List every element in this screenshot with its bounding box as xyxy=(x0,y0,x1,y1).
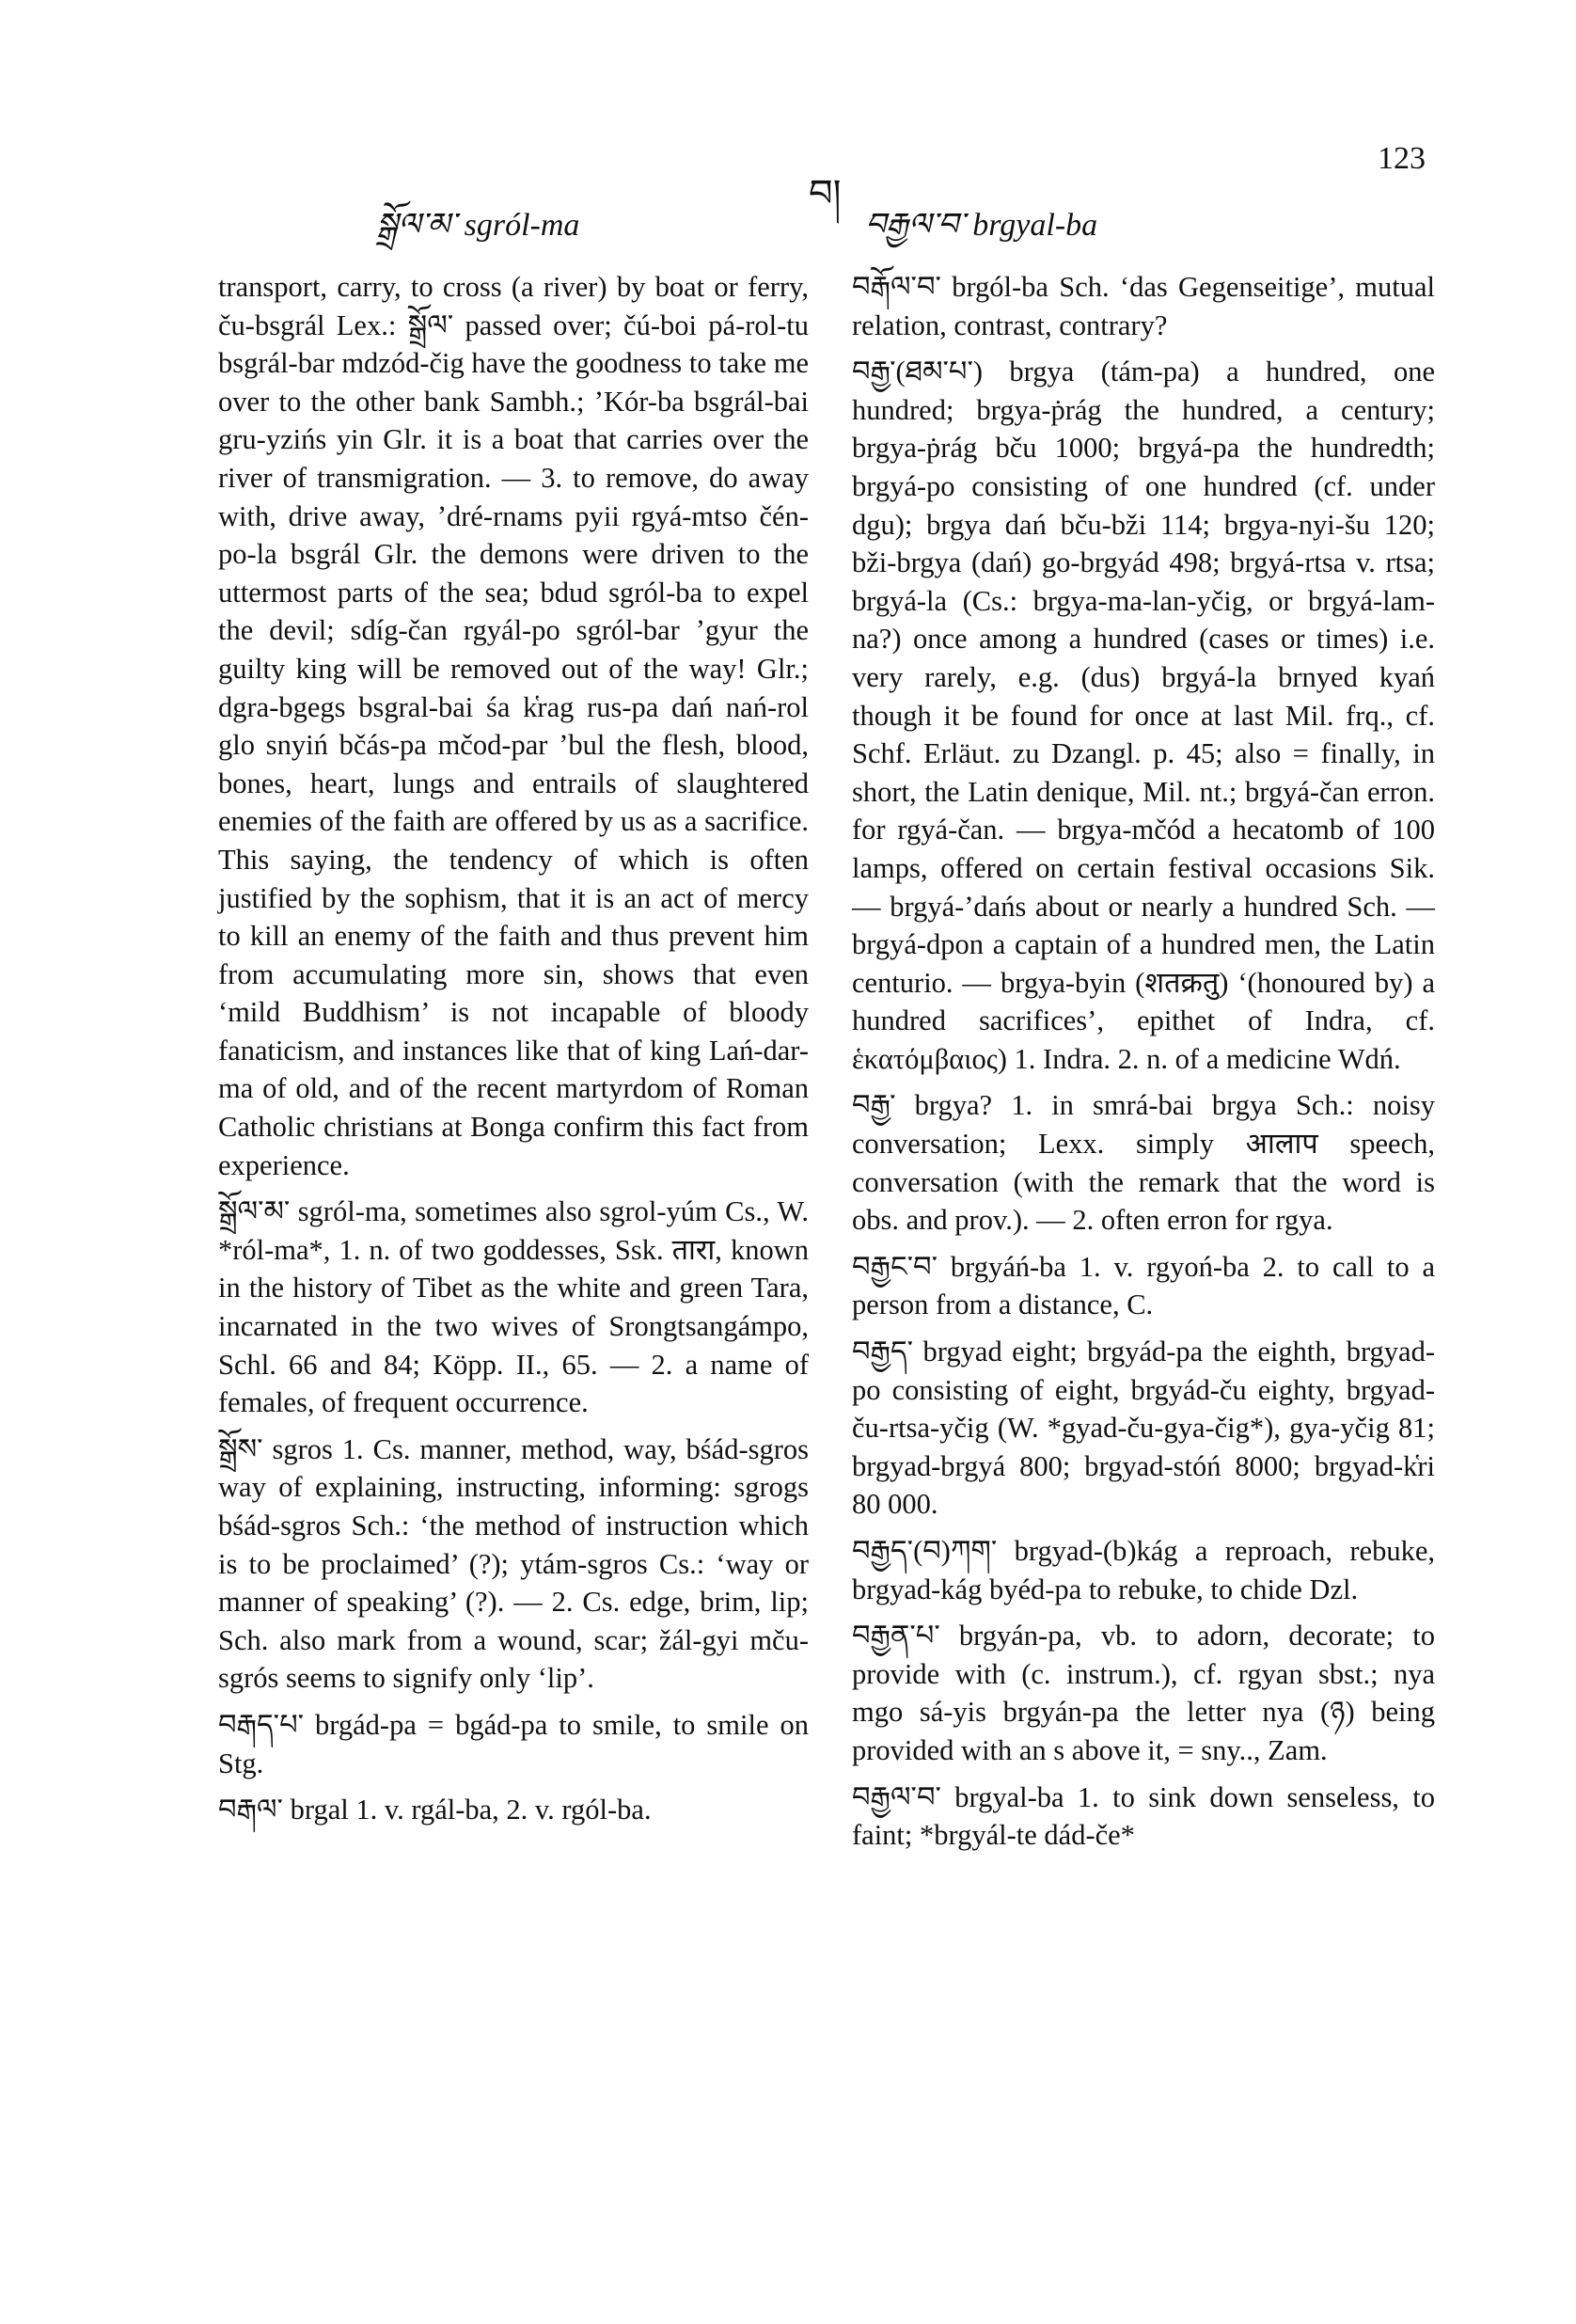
dictionary-entry xyxy=(218,1431,809,1698)
entry-text: བརྒྱད་(བ)ཀག་ brgyad-(b)kág a reproach, rebuke, brgyad-kág byéd-pa to rebuke, to chide Dzl. xyxy=(852,1535,1435,1605)
entry-text: བརྒྱ་(ཐམ་པ་) brgya (tám-pa) a hundred, one hundred; brgya-ṗrág the hundred, a century; brgya-ṗrág bču 1000; brgyá-pa the hundredth; brgyá-po consisting of one hundred (cf. under dgu); brgya dań bču-bži 114; brgya-nyi-šu 120; bži-brgya (dań) go-brgyád 498; brgyá-rtsa v. rtsa; brgyá-la (Cs.: brgya-ma-lan-yčig, or brgyá-lam-na?) once among a hundred (cases or times) i.e. very rarely, e.g. (dus) brgyá-la brnyed kyań though it be found for once at last Mil. frq., cf. Schf. Erläut. zu Dzangl. p. 45; also = finally, in short, the Latin denique, Mil. nt.; brgyá-čan erron. for rgyá-čan. — brgya-mčód a hecatomb of 100 lamps, offered on certain festival occasions Sik. — brgyá-ʼdańs about or nearly a hundred Sch. — brgyá-dpon a captain of a hundred men, the Latin centurio. — brgya-byin (शतक्रतु) ‘(honoured by) a hundred sacrifices’, epithet of Indra, cf. ἑκατόμβαιος) 1. Indra. 2. n. of a medicine Wdń. xyxy=(852,356,1435,1075)
entry-text: བརྒྱ་ brgya? 1. in smrá-bai brgya Sch.: noisy conversation; Lexx. simply आलाप speech, conversation (with the remark that the word is obs. and prov.). — 2. often erron for rgya. xyxy=(852,1089,1435,1237)
entry-text: བརྒྱན་པ་ brgyán-pa, vb. to adorn, decorate; to provide with (c. instrum.), cf. rgyan sbst.; nya mgo sá-yis brgyán-pa the letter nya (ཉ) being provided with an s above it, = sny.., Zam. xyxy=(852,1620,1435,1766)
dictionary-entry xyxy=(852,268,1435,344)
dictionary-entry xyxy=(852,353,1435,1078)
header-section-letter: བ། xyxy=(809,172,842,214)
entry-text: བརྒྱལ་བ་ brgyal-ba 1. to sink down senseless, to faint; *brgyál-te dád-če* xyxy=(852,1780,1435,1852)
dictionary-entry xyxy=(218,268,809,1184)
dictionary-entry xyxy=(852,1248,1435,1324)
entry-text: transport, carry, to cross (a river) by boat or ferry, ču-bsgrál Lex.: སྒྲོལ་ passed over; čú-boi pá-rol-tu bsgrál-bar mdzód-čig have the goodness to take me over to the other bank Sambh.; ʼKór-ba bsgrál-bai gru-yzińs yin Glr. it is a boat that carries over the river of transmigration. — 3. to remove, do away with, drive away, ʼdré-rnams pyii rgyá-mtso čén-po-la bsgrál Glr. the demons were driven to the uttermost parts of the sea; bdud sgról-ba to expel the devil; sdíg-čan rgyál-po sgról-bar ʼgyur the guilty king will be removed out of the way! Glr.; dgra-bgegs bsgral-bai śa k̔rag rus-pa dań nań-rol glo snyiń bčás-pa mčod-par ʼbul the flesh, blood, bones, heart, lungs and entrails of slaughtered enemies of the faith are offered by us as a sacrifice. This saying, the tendency of which is often justified by the sophism, that it is an act of mercy to kill an enemy of the faith and thus prevent him from accumulating more sin, shows that even ‘mild Buddhism’ is not incapable of bloody fanaticism, and instances like that of king Lań-dar-ma of old, and of the recent martyrdom of Roman Catholic christians at Bonga confirm this fact from experience. xyxy=(218,271,809,1181)
dictionary-entry xyxy=(218,1791,809,1829)
dictionary-entry xyxy=(852,1333,1435,1524)
entry-text: བརྒལ་ brgal 1. v. rgál-ba, 2. v. rgól-ba. xyxy=(218,1794,652,1826)
dictionary-entry xyxy=(852,1086,1435,1239)
header-right-word: བརྒྱལ་བ་ brgyal-ba xyxy=(865,208,1098,243)
dictionary-entry xyxy=(852,1617,1435,1769)
dictionary-entry xyxy=(852,1779,1435,1855)
left-column xyxy=(218,268,809,1838)
entry-text: བརྒོལ་བ་ brgól-ba Sch. ‘das Gegenseitige’, mutual relation, contrast, contrary? xyxy=(852,271,1435,341)
entry-text: སྒྲོལ་མ་ sgról-ma, sometimes also sgrol-yúm Cs., W. *ról-ma*, 1. n. of two goddesses, Ssk. तारा, known in the history of Tibet as the white and green Tara, incarnated in the two wives of Srongtsangámpo, Schl. 66 and 84; Köpp. II., 65. — 2. a name of females, of frequent occurrence. xyxy=(218,1195,809,1419)
entry-text: བརྒྱད་ brgyad eight; brgyád-pa the eighth, brgyad-po consisting of eight, brgyád-ču eighty, brgyad-ču-rtsa-yčig (W. *gyad-ču-gya-čig*), gya-yčig 81; brgyad-brgyá 800; brgyad-stóń 8000; brgyad-k̔ri 80 000. xyxy=(852,1336,1435,1521)
page-number: 123 xyxy=(1378,141,1426,176)
entry-text: བརྒྱང་བ་ brgyáń-ba 1. v. rgyoń-ba 2. to call to a person from a distance, C. xyxy=(852,1250,1435,1321)
entry-text: བརྒད་པ་ brgád-pa = bgád-pa to smile, to smile on Stg. xyxy=(218,1708,809,1779)
dictionary-entry xyxy=(218,1193,809,1422)
dictionary-entry xyxy=(852,1532,1435,1608)
dictionary-entry xyxy=(218,1706,809,1782)
header-left-word: སྒྲོལ་མ་ sgról-ma xyxy=(376,208,580,243)
right-column xyxy=(852,268,1435,1863)
entry-text: སྒྲོས་ sgros 1. Cs. manner, method, way, bśád-sgros way of explaining, instructing, informing: sgrogs bśád-sgros Sch.: ‘the method of instruction which is to be proclaimed’ (?); ytám-sgros Cs.: ‘way or manner of speaking’ (?). — 2. Cs. edge, brim, lip; Sch. also mark from a wound, scar; žál-gyi mču-sgrós seems to signify only ‘lip’. xyxy=(218,1432,809,1695)
